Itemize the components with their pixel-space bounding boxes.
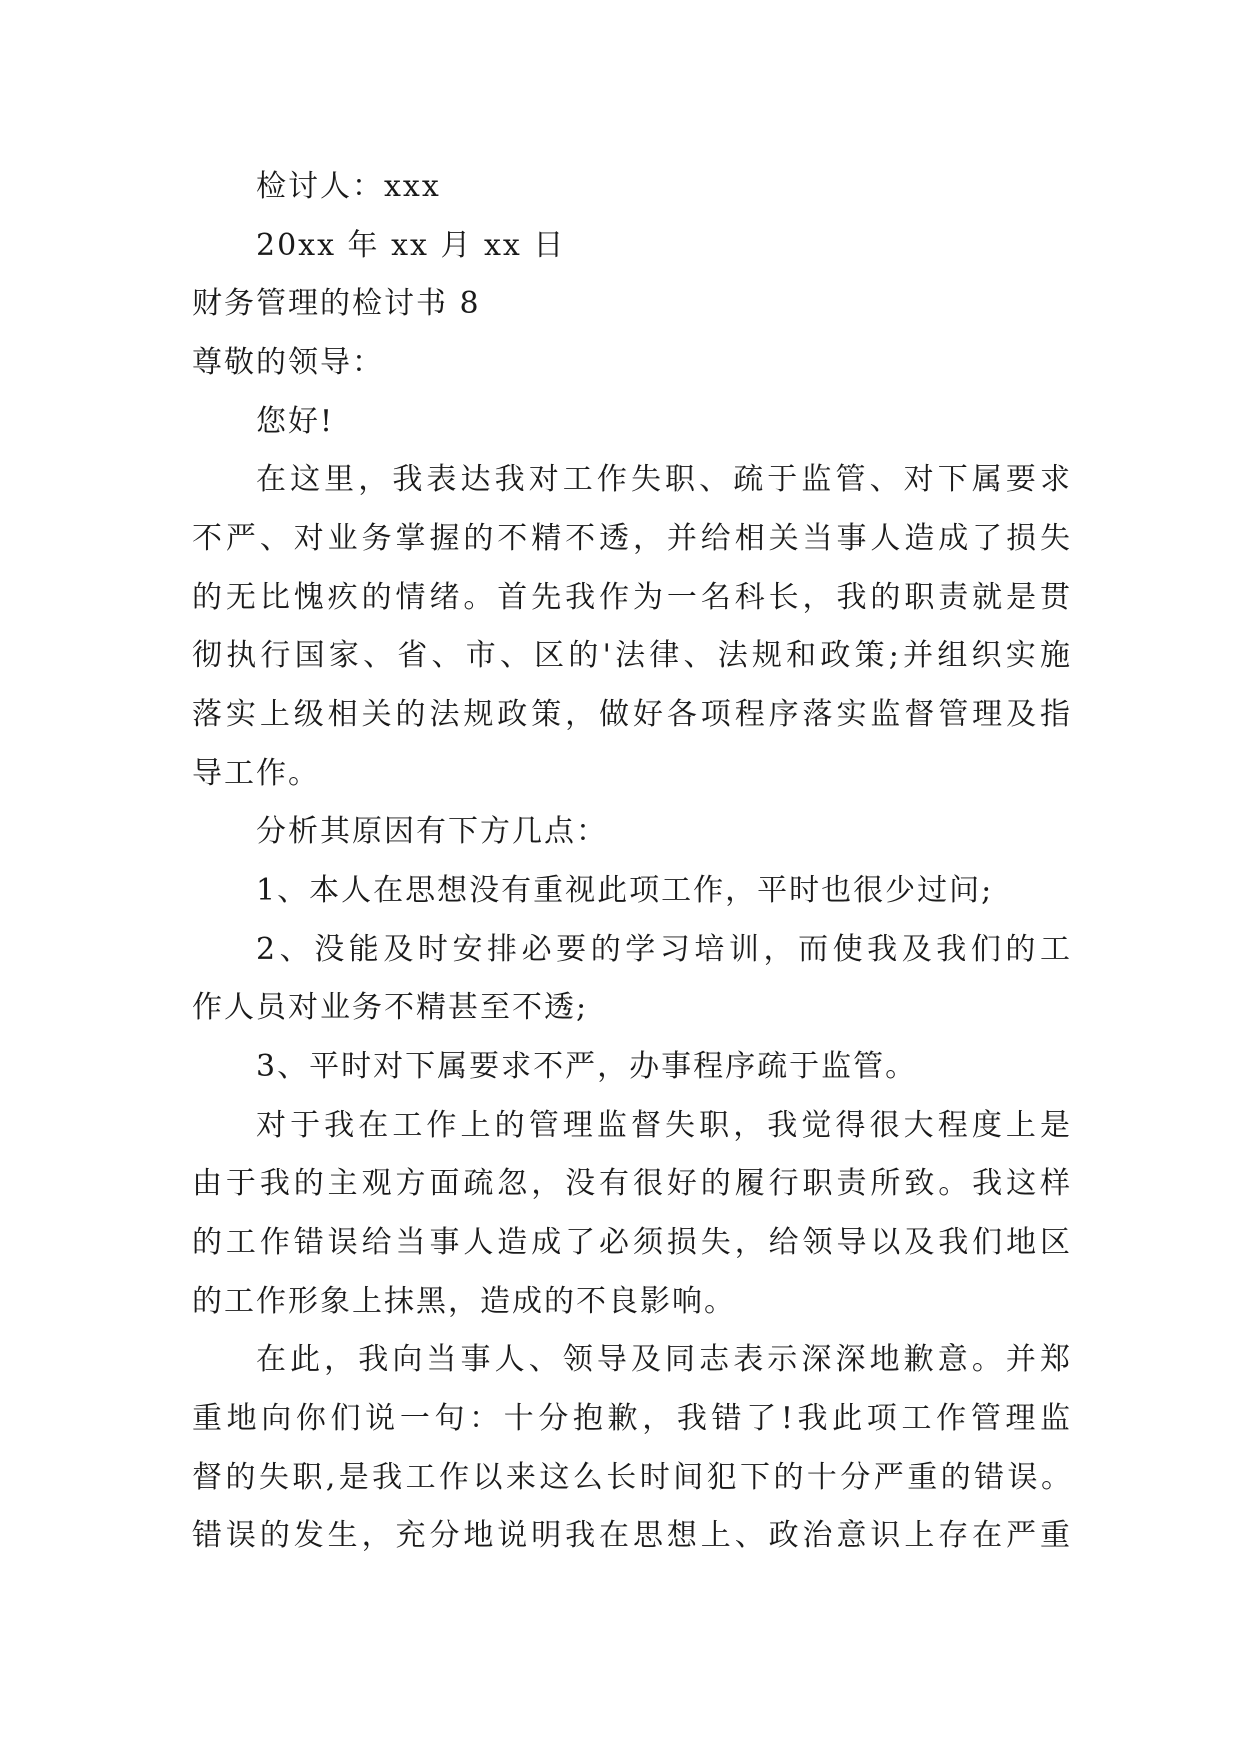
reason-item-3: 3、平时对下属要求不严，办事程序疏于监管。 — [256, 1049, 918, 1084]
paragraph-line: 错误的发生，充分地说明我在思想上、政治意识上存在严重 — [192, 1518, 1072, 1553]
reason-item-2: 2、没能及时安排必要的学习培训，而使我及我们的工 — [256, 932, 1072, 967]
reason-item-2-cont: 作人员对业务不精甚至不透; — [192, 990, 589, 1025]
date-line: 20xx 年 xx 月 xx 日 — [256, 228, 566, 263]
paragraph-line: 的工作形象上抹黑，造成的不良影响。 — [192, 1284, 736, 1319]
salutation: 尊敬的领导： — [192, 345, 384, 380]
paragraph-line: 的无比愧疚的情绪。首先我作为一名科长，我的职责就是贯 — [192, 580, 1072, 615]
paragraph-line: 在此，我向当事人、领导及同志表示深深地歉意。并郑 — [256, 1342, 1072, 1377]
reason-item-1: 1、本人在思想没有重视此项工作，平时也很少过问; — [256, 873, 994, 908]
paragraph-line: 对于我在工作上的管理监督失职，我觉得很大程度上是 — [256, 1108, 1072, 1143]
paragraph-line: 导工作。 — [192, 756, 320, 791]
section-title: 财务管理的检讨书 8 — [192, 286, 481, 321]
paragraph-line: 重地向你们说一句：十分抱歉，我错了!我此项工作管理监 — [192, 1401, 1072, 1436]
paragraph-line: 彻执行国家、省、市、区的'法律、法规和政策;并组织实施 — [192, 638, 1072, 673]
paragraph-line: 的工作错误给当事人造成了必须损失，给领导以及我们地区 — [192, 1225, 1072, 1260]
greeting: 您好! — [256, 404, 335, 439]
paragraph-line: 在这里，我表达我对工作失职、疏于监管、对下属要求 — [256, 462, 1072, 497]
paragraph-line: 不严、对业务掌握的不精不透，并给相关当事人造成了损失 — [192, 521, 1072, 556]
paragraph-line: 由于我的主观方面疏忽，没有很好的履行职责所致。我这样 — [192, 1166, 1072, 1201]
reasons-heading: 分析其原因有下方几点： — [256, 814, 608, 849]
reviewer-line: 检讨人：xxx — [256, 169, 441, 204]
paragraph-line: 督的失职,是我工作以来这么长时间犯下的十分严重的错误。 — [192, 1460, 1072, 1495]
paragraph-line: 落实上级相关的法规政策，做好各项程序落实监督管理及指 — [192, 697, 1072, 732]
